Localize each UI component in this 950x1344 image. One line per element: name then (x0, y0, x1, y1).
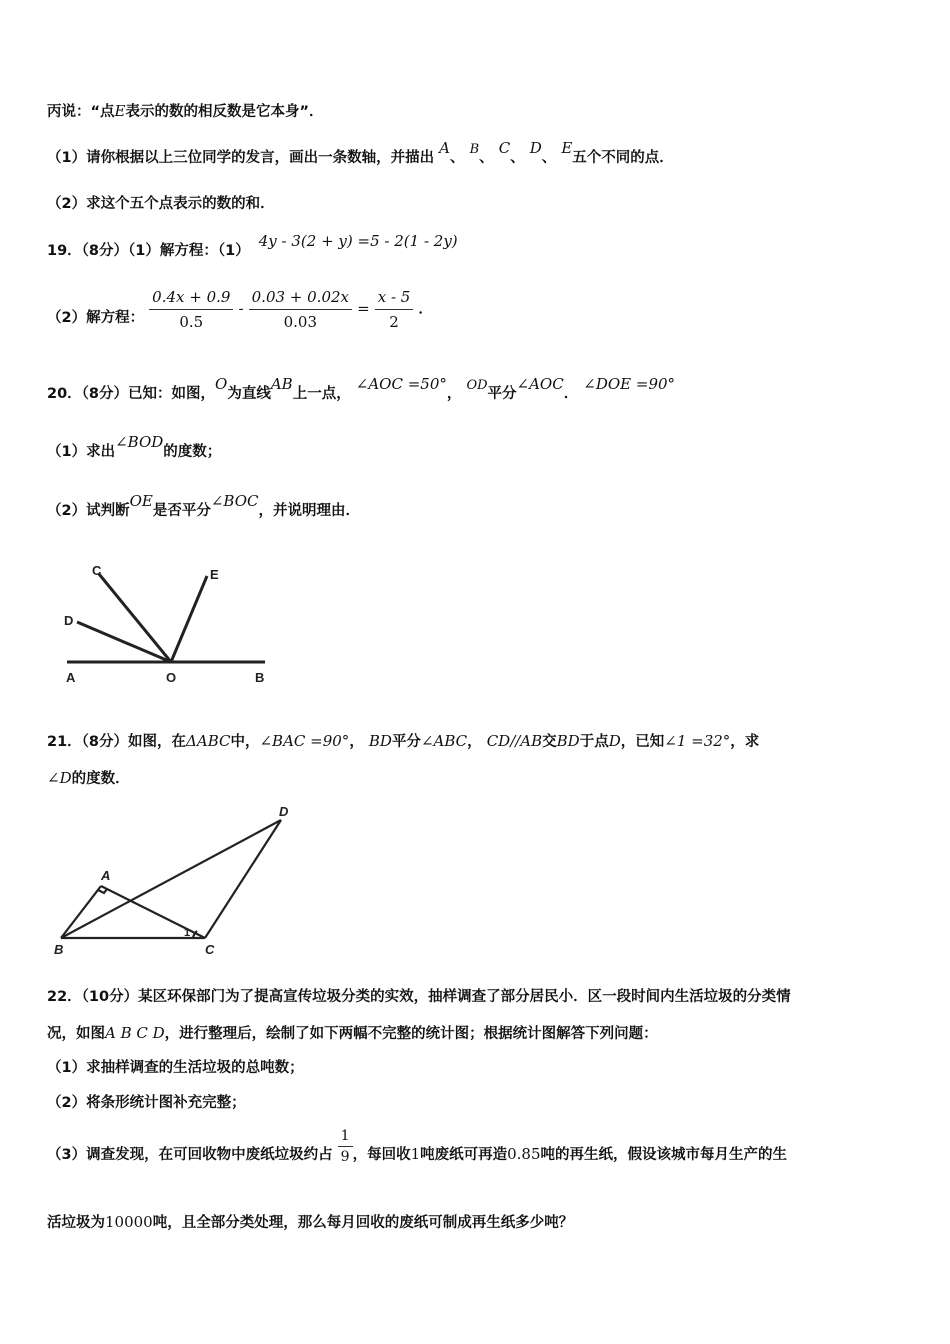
text: 平分 (391, 734, 421, 750)
label-e: E (210, 567, 219, 582)
label-b: B (255, 670, 265, 685)
question-19 (47, 232, 920, 261)
text: （1）求出 (47, 444, 116, 460)
question-22 (47, 987, 920, 1007)
text: 吨废纸可再造 (420, 1147, 508, 1163)
point-d: D (529, 139, 542, 157)
angle-aoc: ∠AOC =50° (355, 375, 447, 393)
ray-oc (99, 574, 171, 662)
ray-oe (171, 576, 207, 662)
point-d: D (608, 732, 621, 750)
equation: 4y - 3(2 + y) =5 - 2(1 - 2y) (258, 232, 458, 250)
period: ． (418, 301, 433, 318)
text: 22．（10分）某区环保部门为了提高宣传垃圾分类的实效，抽样调查了部分居民小．区一段时间内生活垃圾的分类情 (47, 989, 791, 1005)
text: 中， (230, 734, 260, 750)
separator: 、 (541, 150, 557, 166)
label-c: C (205, 942, 215, 957)
text-group (353, 1143, 787, 1164)
angle-1: ∠1 =32° (664, 732, 731, 750)
question-21-cont (47, 768, 920, 789)
fraction-2 (249, 288, 352, 331)
fraction-one-ninth (338, 1128, 353, 1165)
text: ， (446, 386, 462, 402)
text: 活垃圾为 (47, 1215, 105, 1231)
number-10000: 10000 (105, 1213, 153, 1231)
segment-cd (205, 820, 281, 938)
separator: 、 (510, 150, 525, 166)
label-a: A (101, 868, 111, 883)
numerator: 0.4x + 0.9 (149, 288, 233, 310)
question-part-2 (47, 194, 920, 214)
point-a: A (439, 139, 450, 157)
categories-abcd: A B C D (105, 1024, 165, 1042)
point-e: E (561, 139, 573, 157)
equals-sign: = (357, 299, 370, 318)
question-22-part-3 (47, 1128, 920, 1165)
point-o: O (215, 375, 228, 393)
label-c: C (92, 563, 102, 578)
number-085: 0.85 (507, 1145, 541, 1163)
question-part-1 (47, 139, 920, 169)
denominator: 0.03 (283, 313, 318, 331)
text: 上一点， (292, 386, 351, 402)
label-d: D (279, 804, 289, 819)
question-22-part-2 (47, 1093, 920, 1113)
text: 的度数． (71, 771, 130, 787)
text: ，已知 (620, 734, 665, 750)
label-o: O (166, 670, 177, 685)
angle-abc: ∠ABC (420, 732, 468, 750)
text: （2）将条形统计图补充完整； (47, 1095, 246, 1111)
denominator: 9 (340, 1149, 350, 1165)
parallel-cd-ab: CD//AB (486, 732, 543, 750)
question-20-part-2 (47, 492, 920, 521)
ray-od (77, 622, 171, 662)
angle-bac: ∠BAC =90° (259, 732, 350, 750)
triangle-abc: ΔABC (186, 732, 231, 750)
text: 表示的数的相反数是它本身”． (125, 104, 324, 120)
separator: 、 (450, 150, 465, 166)
question-22-part-3-cont (47, 1212, 920, 1233)
question-19-part-2 (47, 288, 920, 331)
figure-angle-diagram (55, 560, 285, 688)
text: 是否平分 (152, 503, 211, 519)
text: 况，如图 (47, 1026, 105, 1042)
angle-bod: ∠BOD (115, 433, 164, 451)
number-one: 1 (410, 1145, 421, 1163)
text: 于点 (579, 734, 609, 750)
label-angle-1: 1 (184, 927, 191, 939)
fraction-1 (149, 288, 233, 331)
text: 的度数； (163, 444, 222, 460)
label-a: A (66, 670, 76, 685)
ray-oe: OE (129, 492, 153, 510)
text: （1）求抽样调查的生活垃圾的总吨数； (47, 1060, 304, 1076)
text: ，并说明理由． (258, 503, 360, 519)
minus-sign: - (238, 299, 244, 318)
segment-ba (61, 886, 101, 938)
fraction-3 (375, 288, 414, 331)
text: ，进行整理后，绘制了如下两幅不完整的统计图；根据统计图解答下列问题： (164, 1026, 658, 1042)
text: 五个不同的点． (572, 150, 674, 166)
angle-d: ∠D (47, 769, 72, 787)
label-b: B (54, 942, 64, 957)
text: （1）请你根据以上三位同学的发言，画出一条数轴，并描出 (47, 150, 435, 166)
point-c: C (498, 139, 511, 157)
question-22-cont (47, 1023, 920, 1044)
right-angle-mark (98, 889, 107, 893)
text: 交 (542, 734, 557, 750)
text: ， (349, 734, 364, 750)
text: 吨的再生纸，假设该城市每月生产的生 (540, 1147, 788, 1163)
text: 20．（8分）已知：如图， (47, 386, 216, 402)
text: 吨，且全部分类处理，那么每月回收的废纸可制成再生纸多少吨？ (152, 1215, 574, 1231)
question-21 (47, 731, 920, 752)
text: （2）解方程： (47, 310, 145, 326)
line-ab: AB (270, 375, 293, 393)
text: ，每回收 (352, 1147, 411, 1163)
text: 平分 (487, 386, 517, 402)
text: （3）调查发现，在可回收物中废纸垃圾约占 (47, 1147, 333, 1163)
angle-boc: ∠BOC (210, 492, 259, 510)
question-20-part-1 (47, 433, 920, 462)
label-d: D (64, 613, 74, 628)
text: ， (467, 734, 482, 750)
denominator: 0.5 (179, 313, 204, 331)
text: 21．（8分）如图，在 (47, 734, 187, 750)
angle-aoc-2: ∠AOC (516, 375, 564, 393)
ray-od: OD (466, 378, 488, 393)
segment-bd: BD (368, 732, 392, 750)
text: （2）试判断 (47, 503, 130, 519)
segment-bd-2: BD (556, 732, 580, 750)
numerator: x - 5 (375, 288, 414, 310)
text: ． (563, 386, 579, 402)
text: ，求 (730, 734, 760, 750)
figure-triangle-diagram (45, 798, 305, 963)
separator: 、 (479, 150, 494, 166)
question-20 (47, 375, 920, 405)
text: 为直线 (227, 386, 271, 402)
math-var: E (114, 102, 126, 120)
question-22-part-1 (47, 1058, 920, 1078)
statement-bing (47, 101, 920, 122)
question-label: 19．（8分）（1）解方程：（1） (47, 243, 250, 259)
numerator: 0.03 + 0.02x (249, 288, 352, 310)
text: （2）求这个五个点表示的数的和． (47, 196, 275, 212)
numerator: 1 (338, 1128, 353, 1147)
point-b: B (469, 142, 480, 157)
text: 丙说：“点 (47, 104, 115, 120)
denominator: 2 (389, 313, 399, 331)
angle-doe: ∠DOE =90° (583, 375, 676, 393)
